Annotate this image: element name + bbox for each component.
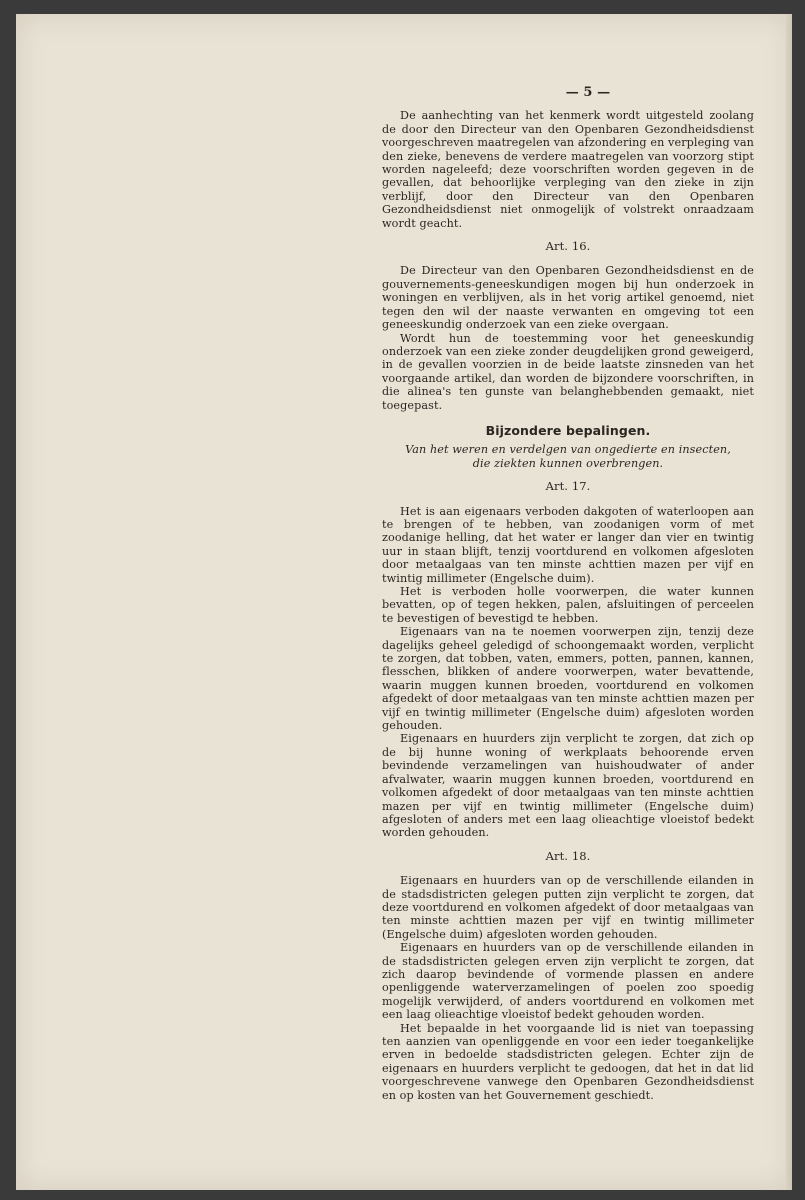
page-number: — 5 — bbox=[565, 85, 611, 100]
article-17-paragraph-2: Het is verboden holle voorwerpen, die water kunnen bevatten, op of tegen hekken, palen, afsluitingen of perceelen te bevestigen of bevestigd te hebben. bbox=[382, 585, 754, 625]
subheading-line-2: die ziekten kunnen overbrengen. bbox=[472, 456, 664, 470]
page-edge bbox=[786, 14, 792, 1190]
article-18-paragraph-2: Eigenaars en huurders van op de verschillende eilanden in de stadsdistricten gelegen erven zijn verplicht te zorgen, dat zich daarop bevindende of vormende plassen en andere openliggende waterverzamelingen of poelen zoo spoedig mogelijk verwijderd, of anders voortdurend en volkomen met een laag olieachtige vloeistof bedekt gehouden worden. bbox=[382, 941, 754, 1022]
article-17-title: Art. 17. bbox=[545, 479, 591, 494]
article-17-paragraph-1: Het is aan eigenaars verboden dakgoten of waterloopen aan te brengen of te hebben, van zoodanigen vorm of met zoodanige helling, dat het water er langer dan vier en twintig uur in staan blijft, tenzij voortdurend en volkomen afgesloten door metaalgaas van ten minste achttien mazen per vijf en twintig millimeter (Engelsche duim). bbox=[382, 504, 754, 585]
section-heading: Bijzondere bepalingen. bbox=[485, 422, 651, 438]
subheading-line-1: Van het weren en verdelgen van ongedierte en insecten, bbox=[405, 443, 731, 457]
article-18-paragraph-3: Het bepaalde in het voorgaande lid is niet van toepassing ten aanzien van openliggende en voor een ieder toegankelijke erven in bedoelde stadsdistricten gelegen. Echter zijn de eigenaars en huurders verplicht te gedoogen, dat het in dat lid voorgeschrevene vanwege den Openbaren Gezondheidsdienst en op kosten van het Gouvernement geschiedt. bbox=[382, 1021, 754, 1102]
article-16-paragraph-1: De Directeur van den Openbaren Gezondheidsdienst en de gouvernements-geneeskundigen mogen bij hun onderzoek in woningen en verblijven, als in het vorig artikel genoemd, niet tegen den wil der naaste verwanten en omgeving tot een geneeskundig onderzoek van een zieke overgaan. bbox=[382, 264, 754, 332]
section-subheading bbox=[382, 443, 754, 470]
text-column bbox=[382, 86, 754, 1102]
intro-paragraph: De aanhechting van het kenmerk wordt uitgesteld zoolang de door den Directeur van den Openbaren Gezondheidsdienst voorgeschreven maatregelen van afzondering en verpleging van den zieke, benevens de verdere maatregelen van voorzorg stipt worden nageleefd; deze voorschriften worden gegeven in de gevallen, dat behoorlijke verpleging van den zieke in zijn verblijf, door den Directeur van den Openbaren Gezondheidsdienst niet onmogelijk of volstrekt onraadzaam wordt geacht. bbox=[382, 109, 754, 230]
article-17-paragraph-4: Eigenaars en huurders zijn verplicht te zorgen, dat zich op de bij hunne woning of werkplaats behoorende erven bevindende verzamelingen van huishoudwater of ander afvalwater, waarin muggen kunnen broeden, voortdurend en volkomen afgedekt of door metaalgaas van ten minste achttien mazen per vijf en twintig millimeter (Engelsche duim) afgesloten of anders met een laag olieachtige vloeistof bedekt worden gehouden. bbox=[382, 732, 754, 840]
article-16-paragraph-2: Wordt hun de toestemming voor het geneeskundig onderzoek van een zieke zonder deugdelijken grond geweigerd, in de gevallen voorzien in de beide laatste zinsneden van het voorgaande artikel, dan worden de bijzondere voorschriften, in die alinea's ten gunste van belanghebbenden gemaakt, niet toegepast. bbox=[382, 331, 754, 412]
article-18-title: Art. 18. bbox=[545, 848, 591, 863]
article-18-paragraph-1: Eigenaars en huurders van op de verschillende eilanden in de stadsdistricten gelegen putten zijn verplicht te zorgen, dat deze voortdurend en volkomen afgedekt of door metaalgaas van ten minste achttien mazen per vijf en twintig millimeter (Engelsche duim) afgesloten worden gehouden. bbox=[382, 874, 754, 941]
article-17-paragraph-3: Eigenaars van na te noemen voorwerpen zijn, tenzij deze dagelijks geheel geledigd of schoongemaakt worden, verplicht te zorgen, dat tobben, vaten, emmers, potten, pannen, kannen, flesschen, blikken of andere voorwerpen, water bevattende, waarin muggen kunnen broeden, voortdurend en volkomen afgedekt of door metaalgaas van ten minste achttien mazen per vijf en twintig millimeter (Engelsche duim) afgesloten worden gehouden. bbox=[382, 625, 754, 733]
article-16-title: Art. 16. bbox=[545, 239, 591, 254]
